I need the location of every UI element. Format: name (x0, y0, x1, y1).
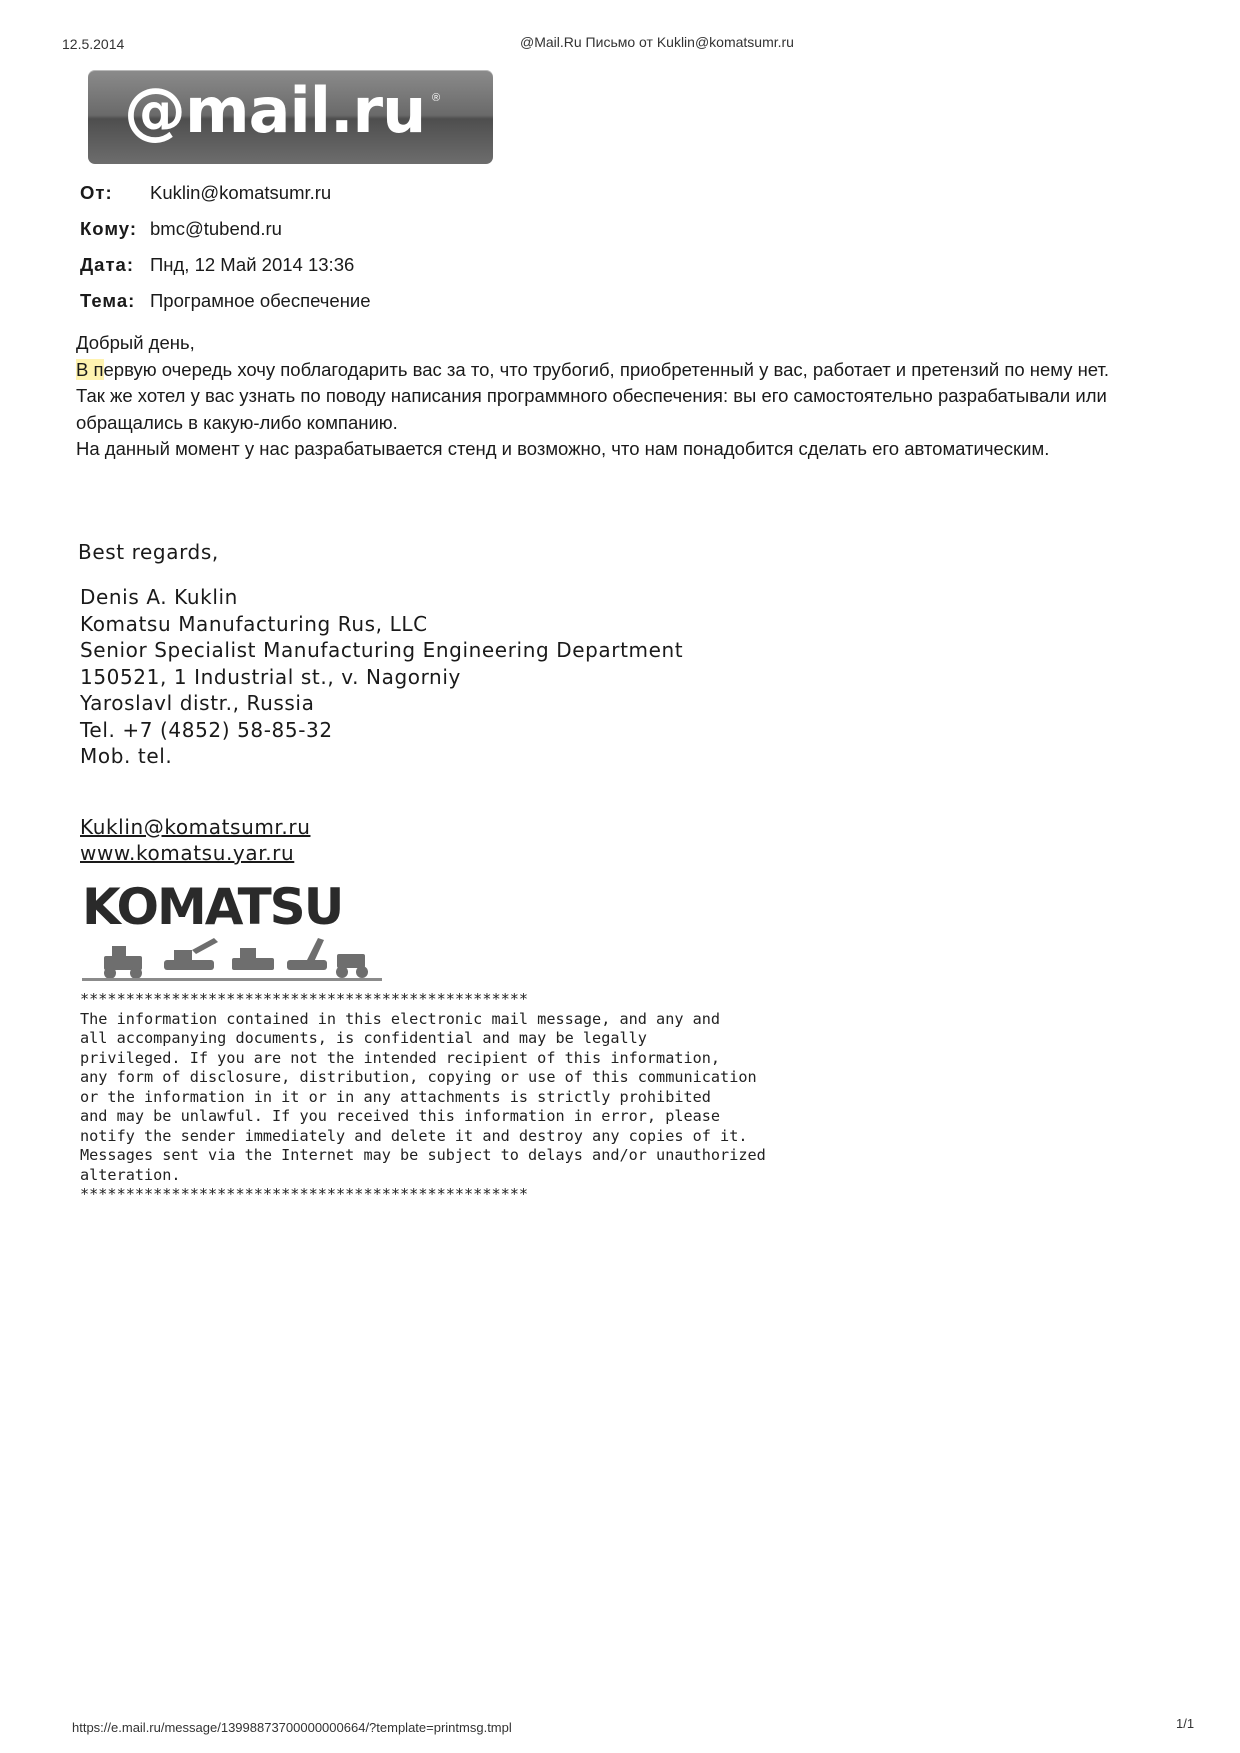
date-value: Пнд, 12 Май 2014 13:36 (150, 254, 355, 275)
komatsu-logo-text: KOMATSU (82, 878, 343, 936)
signature-links (80, 814, 310, 866)
date-label: Дата: (80, 254, 134, 275)
footer-page-number: 1/1 (1176, 1716, 1195, 1731)
subject-value: Програмное обеспечение (150, 290, 371, 311)
from-label: От: (80, 182, 113, 203)
subject-label: Тема: (80, 290, 136, 311)
mailru-logo (88, 70, 493, 164)
email-link[interactable]: Kuklin@komatsumr.ru (80, 815, 311, 839)
disclaimer-stars-top: ************************************************* (80, 990, 529, 1008)
signature-position: Senior Specialist Manufacturing Engineering Department (80, 638, 684, 662)
confidentiality-disclaimer (80, 990, 766, 1205)
disclaimer-stars-bottom: ************************************************* (80, 1185, 529, 1203)
signature-name: Denis A. Kuklin (80, 585, 238, 609)
paragraph-thanks-text: ервую очередь хочу поблагодарить вас за то, что трубогиб, приобретенный у вас, работает и претензий по нему нет. (103, 358, 1110, 380)
registered-mark: ® (432, 92, 441, 104)
greeting: Добрый день, (76, 332, 195, 353)
highlighted-text: В п (76, 358, 104, 380)
paragraph-stand: На данный момент у нас разрабатывается стенд и возможно, что нам понадобится сделать его автоматическим. (76, 438, 1050, 459)
paragraph-thanks (76, 357, 1196, 384)
signature-company: Komatsu Manufacturing Rus, LLC (80, 611, 428, 636)
disclaimer-text: The information contained in this electronic mail message, and any and all accompanying documents, is confidential and may be legally privileged. If you are not the intended recipient of this information, any form of disclosure, distribution, copying or use of this communication or the information in it or in any attachments is strictly prohibited and may be unlawful. If you received this information in error, please notify the sender immediately and delete it and destroy any copies of it. Messages sent via the Internet may be subject to delays and/or unauthorized alteration. (80, 1009, 766, 1184)
print-date: 12.5.2014 (62, 36, 125, 52)
signature-address-1: 150521, 1 Industrial st., v. Nagorniy (80, 664, 461, 689)
paragraph-software: Так же хотел у вас узнать по поводу написания программного обеспечения: вы его самостоятельно разрабатывали или обращались в какую-либо компанию. (76, 385, 1107, 433)
komatsu-logo (82, 876, 382, 986)
mailru-logo-text: @mail.ru (124, 74, 426, 147)
website-link[interactable]: www.komatsu.yar.ru (80, 841, 295, 865)
to-value: bmc@tubend.ru (150, 218, 282, 239)
footer-url: https://e.mail.ru/message/13998873700000000664/?template=printmsg.tmpl (72, 1720, 512, 1735)
message-body (76, 330, 1196, 463)
signature-address-2: Yaroslavl distr., Russia (80, 691, 315, 715)
signature-mob: Mob. tel. (80, 744, 173, 768)
to-label: Кому: (80, 218, 137, 239)
regards: Best regards, (78, 540, 219, 564)
from-value: Kuklin@komatsumr.ru (150, 182, 332, 203)
machinery-icon (82, 938, 382, 981)
signature (80, 584, 683, 770)
print-title: @Mail.Ru Письмо от Kuklin@komatsumr.ru (520, 34, 794, 50)
signature-tel: Tel. +7 (4852) 58-85-32 (80, 717, 333, 742)
komatsu-logo-graphic (82, 876, 382, 986)
